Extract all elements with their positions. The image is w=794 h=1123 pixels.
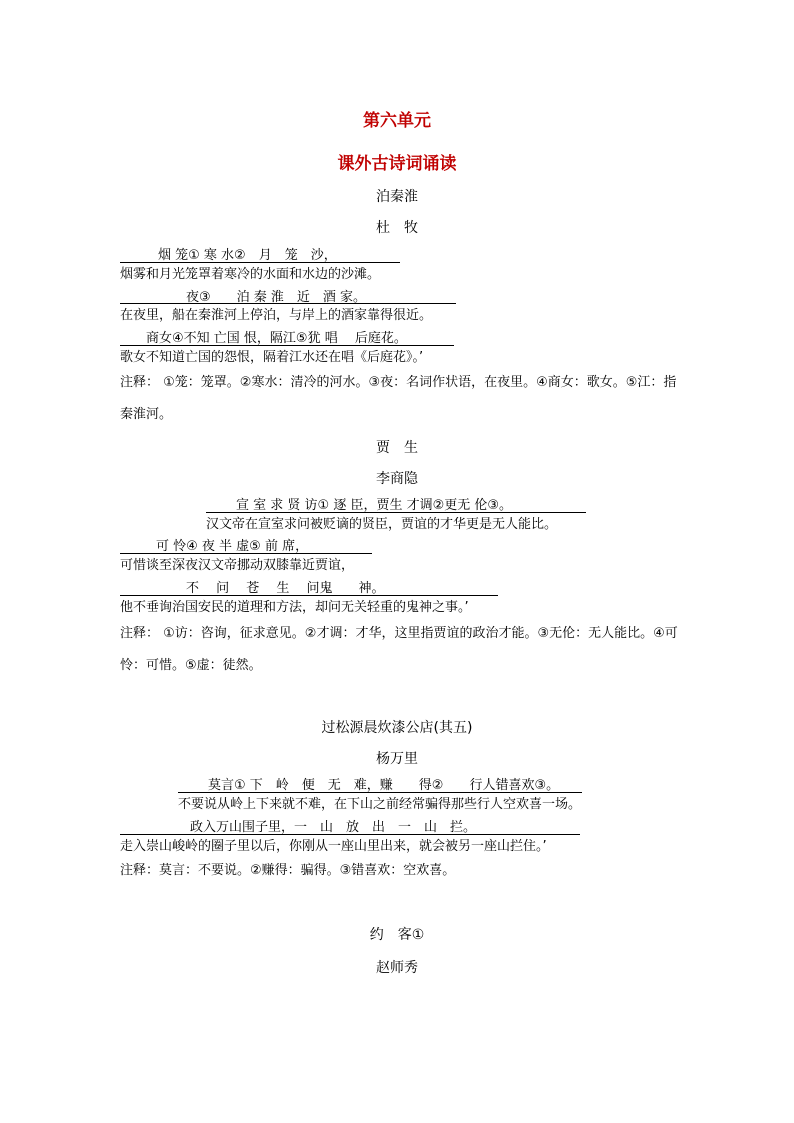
poem-line-translation: 走入崇山峻岭的圈子里以后，你刚从一座山里出来，就会被另一座山拦住。’ (120, 834, 580, 854)
poem-line-original: 宣 室 求 贤 访① 逐 臣，贾生 才调②更无 伦③。 (236, 498, 513, 513)
poem-author: 李商隐 (376, 471, 418, 487)
poem-line-translation: 在夜里，船在秦淮河上停泊，与岸上的酒家靠得很近。 (120, 303, 456, 323)
poem-author: 杨万里 (376, 751, 418, 767)
poem-line-translation: 不要说从岭上下来就不难，在下山之前经常骗得那些行人空欢喜一场。 (178, 792, 582, 812)
poem-line-translation: 烟雾和月光笼罩着寒冷的水面和水边的沙滩。 (120, 262, 400, 282)
poem-author: 杜 牧 (376, 220, 418, 236)
poem-notes: 注释： ①访：咨询，征求意见。②才调：才华，这里指贾谊的政治才能。③无伦：无人能比。④可怜：可惜。⑤虚：徒然。 (120, 626, 678, 673)
poem-line-original: 莫言① 下 岭 便 无 难，赚 得② 行人错喜欢③。 (208, 778, 560, 793)
poem-line-translation: 歌女不知道亡国的怨恨，隔着江水还在唱《后庭花》。’ (120, 345, 454, 365)
poem-line-original: 政入万山围子里，一 山 放 出 一 山 拦。 (190, 820, 477, 835)
poem-line-original: 烟 笼① 寒 水② 月 笼 沙， (158, 248, 337, 263)
poem-line-original: 商女④不知 亡国 恨，隔江⑤犹 唱 后庭花。 (146, 331, 407, 346)
poem-line-translation: 他不垂询治国安民的道理和方法，却问无关轻重的鬼神之事。’ (120, 595, 498, 615)
poem-title: 泊秦淮 (376, 189, 418, 205)
poem-title: 约 客① (369, 927, 425, 943)
poem-line-original: 夜③ 泊 秦 淮 近 酒 家。 (186, 290, 367, 305)
poem-line-translation: 汉文帝在宣室求问被贬谪的贤臣，贾谊的才华更是无人能比。 (206, 512, 586, 532)
poem-author: 赵师秀 (376, 960, 418, 976)
poem-title: 贾 生 (376, 440, 418, 456)
unit-title: 第六单元 (363, 111, 431, 131)
poem-line-translation: 可惜谈至深夜汉文帝挪动双膝靠近贾谊， (120, 553, 372, 573)
poem-notes: 注释：莫言：不要说。②赚得：骗得。③错喜欢：空欢喜。 (120, 863, 456, 878)
poem-title: 过松源晨炊漆公店(其五) (321, 720, 473, 736)
poem-line-original: 可 怜④ 夜 半 虚⑤ 前 席， (156, 539, 309, 554)
section-title: 课外古诗词诵读 (337, 154, 457, 174)
poem-line-original: 不 问 苍 生 问鬼 神。 (186, 581, 385, 596)
poem-notes: 注释： ①笼：笼罩。②寒水：清冷的河水。③夜：名词作状语，在夜里。④商女：歌女。⑤江：指秦淮河。 (120, 375, 677, 422)
